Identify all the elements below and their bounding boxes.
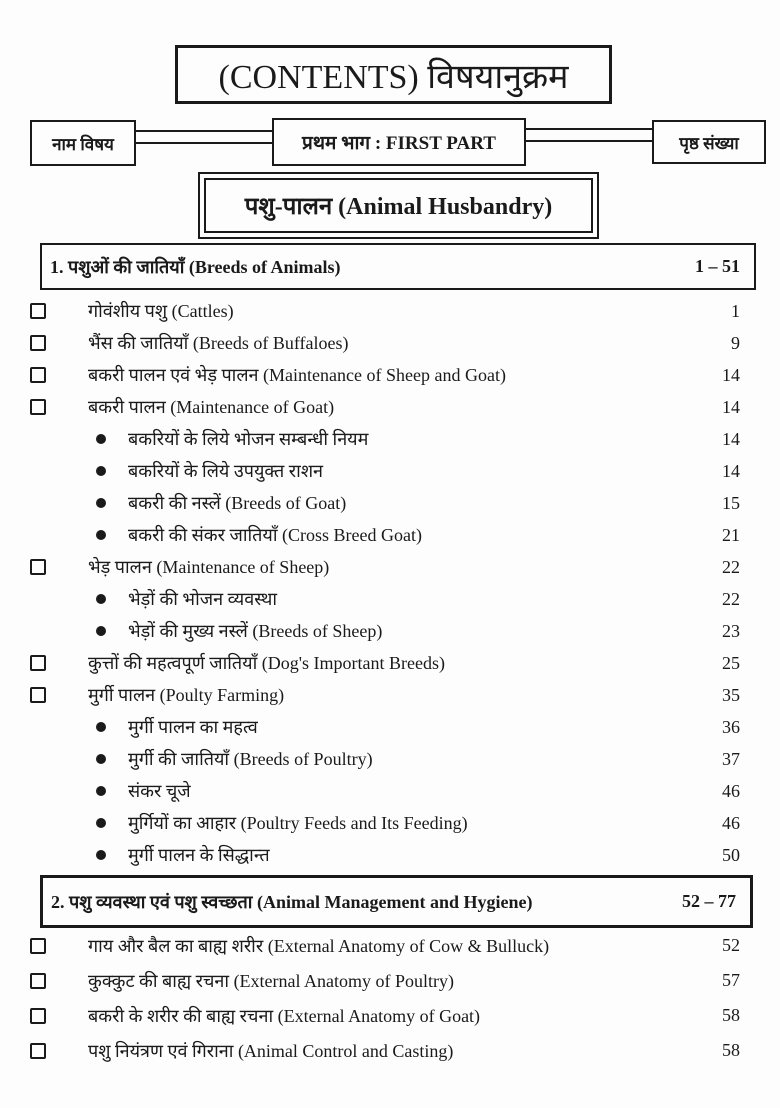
entry-title: पशु नियंत्रण एवं गिराना (Animal Control and Casting) [88, 1040, 454, 1061]
bullet-icon [96, 626, 106, 636]
toc-entry[interactable] [0, 647, 780, 679]
entry-page-number: 25 [722, 652, 740, 673]
entry-title: बकरियों के लिये भोजन सम्बन्धी नियम [128, 429, 369, 449]
checkbox-square-icon [30, 1043, 46, 1059]
entry-page-number: 22 [722, 588, 740, 609]
entry-page-number: 14 [722, 396, 740, 417]
checkbox-square-icon [30, 938, 46, 954]
bullet-icon [96, 722, 106, 732]
toc-entry[interactable] [0, 775, 780, 807]
page-title: (CONTENTS) विषयानुक्रम [175, 45, 612, 104]
entry-page-number: 22 [722, 556, 740, 577]
checkbox-square-icon [30, 367, 46, 383]
entry-page-number: 50 [722, 844, 740, 865]
toc-entry[interactable] [0, 423, 780, 455]
bullet-icon [96, 498, 106, 508]
entry-page-number: 58 [722, 1005, 740, 1025]
entry-title: कुत्तों की महत्वपूर्ण जातियाँ (Dog's Important Breeds) [88, 653, 445, 673]
entry-page-number: 52 [722, 935, 740, 955]
entry-title: बकरी की नस्लें (Breeds of Goat) [128, 493, 347, 513]
checkbox-square-icon [30, 559, 46, 575]
toc-entry[interactable] [0, 551, 780, 583]
entry-page-number: 57 [722, 970, 740, 990]
divider [526, 128, 652, 142]
chapter-pages: 52 – 77 [682, 891, 736, 911]
entry-title: भैंस की जातियाँ (Breeds of Buffaloes) [88, 333, 349, 353]
entry-title: भेड़ों की मुख्य नस्लें (Breeds of Sheep) [128, 621, 383, 641]
toc-entry[interactable] [0, 928, 780, 963]
entry-page-number: 15 [722, 492, 740, 513]
entry-title: कुक्कुट की बाह्य रचना (External Anatomy of Poultry) [88, 970, 455, 991]
entry-title: मुर्गी की जातियाँ (Breeds of Poultry) [128, 749, 373, 769]
column-header-page-number: पृष्ठ संख्या [652, 120, 766, 164]
bullet-icon [96, 818, 106, 828]
entry-page-number: 58 [722, 1040, 740, 1060]
part-heading: प्रथम भाग : FIRST PART [272, 118, 526, 166]
column-header-subject: नाम विषय [30, 120, 136, 166]
entry-page-number: 1 [731, 300, 740, 321]
entry-title: मुर्गी पालन का महत्व [128, 717, 258, 737]
entry-title: मुर्गियों का आहार (Poultry Feeds and Its Feeding) [128, 813, 468, 833]
chapter-pages: 1 – 51 [695, 256, 740, 276]
checkbox-square-icon [30, 1008, 46, 1024]
toc-entry[interactable] [0, 615, 780, 647]
toc-entry[interactable] [0, 295, 780, 327]
entry-title: मुर्गी पालन (Poulty Farming) [88, 685, 285, 705]
entry-page-number: 21 [722, 524, 740, 545]
entry-title: बकरी के शरीर की बाह्य रचना (External Anatomy of Goat) [88, 1005, 481, 1026]
entry-page-number: 36 [722, 716, 740, 737]
checkbox-square-icon [30, 303, 46, 319]
entry-title: भेड़ों की भोजन व्यवस्था [128, 589, 278, 609]
entry-page-number: 14 [722, 364, 740, 385]
entry-page-number: 9 [731, 332, 740, 353]
entry-page-number: 23 [722, 620, 740, 641]
toc-entry[interactable] [0, 327, 780, 359]
divider [136, 130, 272, 144]
entry-page-number: 35 [722, 684, 740, 705]
toc-entry[interactable] [0, 359, 780, 391]
toc-entry[interactable] [0, 807, 780, 839]
bullet-icon [96, 466, 106, 476]
toc-entry[interactable] [0, 1033, 780, 1068]
bullet-icon [96, 754, 106, 764]
toc-entry[interactable] [0, 711, 780, 743]
chapter-heading [40, 875, 753, 928]
entry-title: भेड़ पालन (Maintenance of Sheep) [88, 557, 330, 577]
entry-page-number: 46 [722, 812, 740, 833]
chapter-heading [40, 243, 756, 290]
toc-entry[interactable] [0, 963, 780, 998]
checkbox-square-icon [30, 655, 46, 671]
toc-entry[interactable] [0, 743, 780, 775]
bullet-icon [96, 530, 106, 540]
toc-list [0, 928, 780, 1068]
entry-page-number: 14 [722, 428, 740, 449]
toc-entry[interactable] [0, 998, 780, 1033]
entry-title: मुर्गी पालन के सिद्धान्त [128, 845, 270, 865]
toc-entry[interactable] [0, 679, 780, 711]
entry-page-number: 14 [722, 460, 740, 481]
toc-entry[interactable] [0, 839, 780, 871]
chapter-title: 2. पशु व्यवस्था एवं पशु स्वच्छता (Animal Management and Hygiene) [51, 891, 533, 912]
checkbox-square-icon [30, 335, 46, 351]
entry-title: बकरियों के लिये उपयुक्त राशन [128, 461, 324, 481]
section-title: पशु-पालन (Animal Husbandry) [204, 178, 593, 233]
bullet-icon [96, 850, 106, 860]
checkbox-square-icon [30, 399, 46, 415]
entry-page-number: 46 [722, 780, 740, 801]
toc-entry[interactable] [0, 391, 780, 423]
checkbox-square-icon [30, 973, 46, 989]
entry-title: गोवंशीय पशु (Cattles) [88, 301, 234, 321]
toc-entry[interactable] [0, 487, 780, 519]
entry-title: संकर चूजे [128, 781, 191, 801]
toc-list [0, 295, 780, 871]
entry-title: बकरी की संकर जातियाँ (Cross Breed Goat) [128, 525, 422, 545]
toc-entry[interactable] [0, 519, 780, 551]
entry-title: गाय और बैल का बाह्य शरीर (External Anatomy of Cow & Bulluck) [88, 935, 550, 956]
entry-page-number: 37 [722, 748, 740, 769]
checkbox-square-icon [30, 687, 46, 703]
entry-title: बकरी पालन (Maintenance of Goat) [88, 397, 335, 417]
bullet-icon [96, 594, 106, 604]
toc-entry[interactable] [0, 583, 780, 615]
section-heading [198, 172, 599, 239]
chapter-title: 1. पशुओं की जातियाँ (Breeds of Animals) [50, 256, 341, 277]
bullet-icon [96, 786, 106, 796]
entry-title: बकरी पालन एवं भेड़ पालन (Maintenance of Sheep and Goat) [88, 365, 506, 385]
toc-entry[interactable] [0, 455, 780, 487]
bullet-icon [96, 434, 106, 444]
